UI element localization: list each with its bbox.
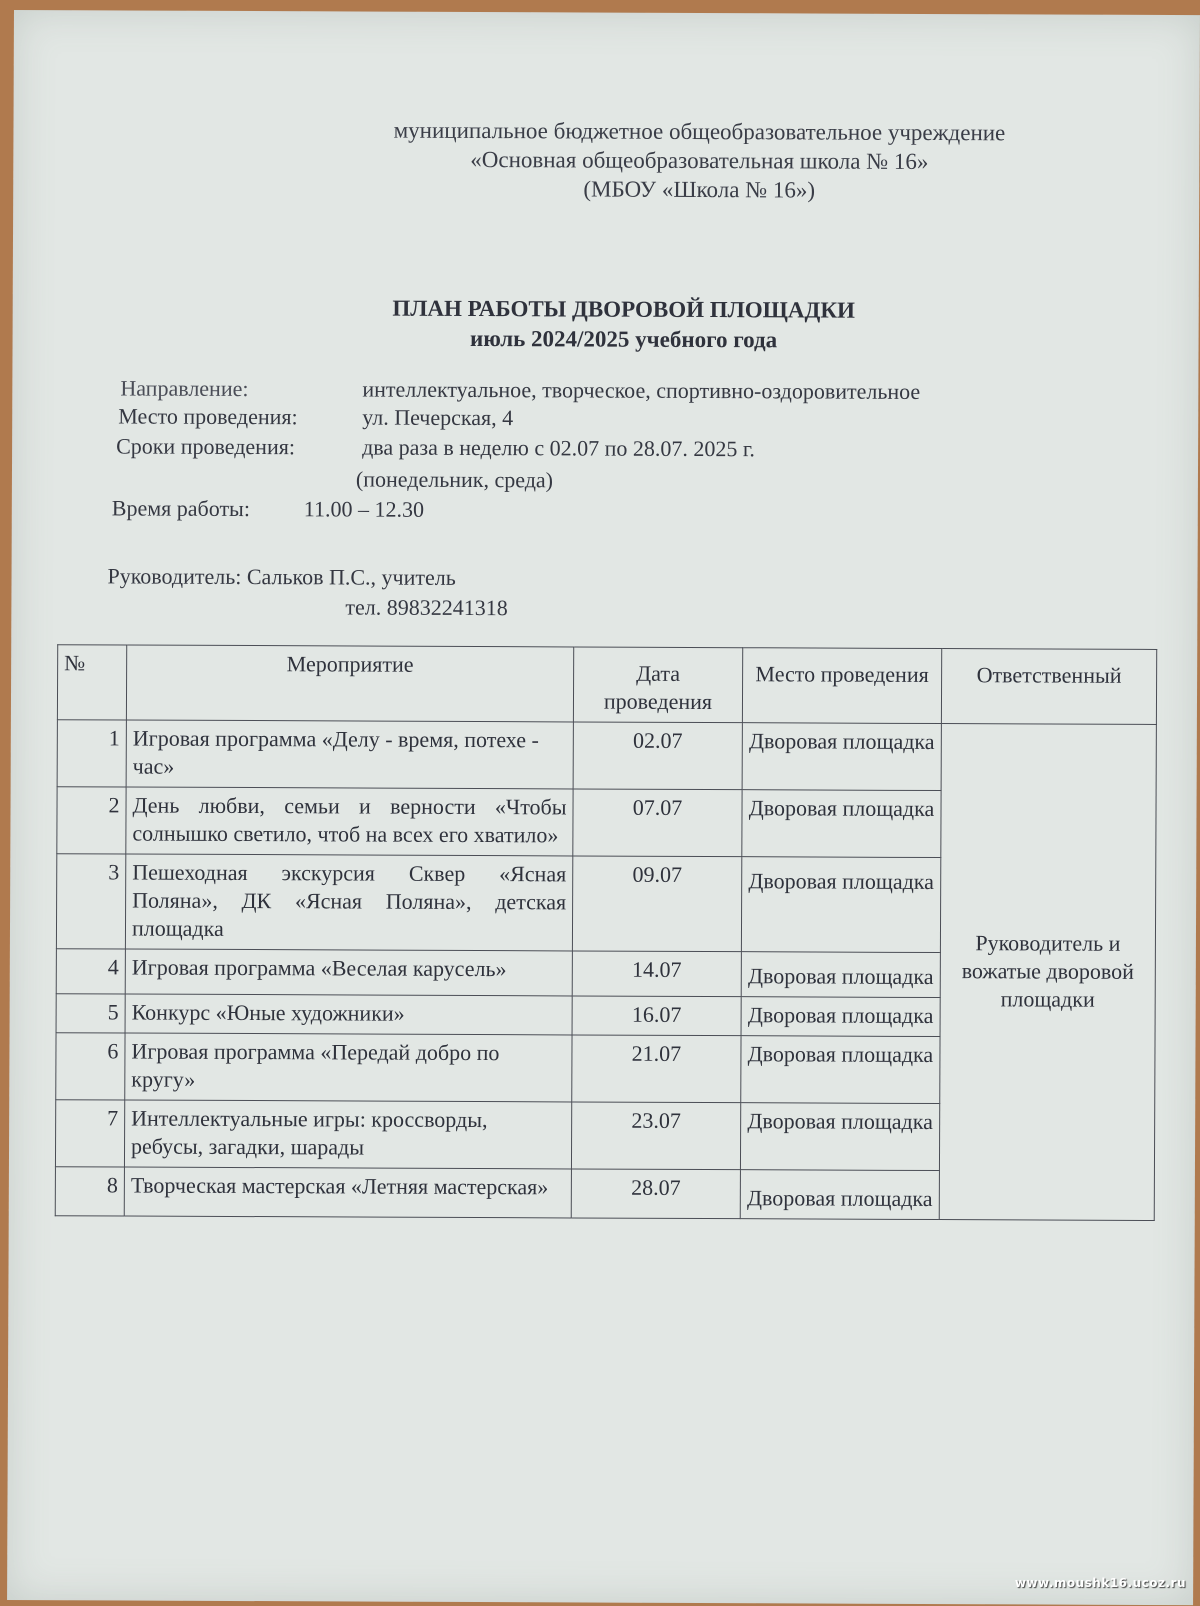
org-line-3: (МБОУ «Школа № 16») [583,176,816,203]
row-date: 02.07 [573,722,742,790]
terms-label: Сроки проведения: [116,433,296,460]
document-title [13,292,1200,357]
paper-sheet [7,10,1200,1605]
row-place: Дворовая площадка [741,952,940,998]
title-line-1: ПЛАН РАБОТЫ ДВОРОВОЙ ПЛОЩАДКИ [392,295,856,323]
terms-days: (понедельник, среда) [355,466,554,493]
row-date: 21.07 [572,1035,741,1103]
row-place: Дворовая площадка [740,1103,939,1171]
row-number: 2 [57,787,126,854]
place-label: Место проведения: [118,403,298,430]
col-responsible-header: Ответственный [941,649,1156,725]
row-number: 7 [55,1100,124,1167]
org-line-2: «Основная общеобразовательная школа № 16» [470,146,929,174]
row-date: 28.07 [571,1169,740,1219]
direction-row [120,374,248,403]
head-person: Руководитель: Сальков П.С., учитель [107,563,456,590]
row-place: Дворовая площадка [741,1036,940,1104]
row-number: 4 [56,949,125,994]
events-table [55,644,1157,1221]
table-header-row [57,645,1156,725]
col-place-header: Место проведения [742,648,941,724]
hours-value: 11.00 – 12.30 [303,496,425,522]
row-event: Игровая программа «Веселая карусель» [125,949,572,996]
place-value: ул. Печерская, 4 [362,404,514,431]
terms-value: два раза в неделю с 02.07 по 28.07. 2025 г. [362,434,756,462]
direction-value: интеллектуальное, творческое, спортивно-оздоровительное [362,376,921,404]
row-place: Дворовая площадка [742,790,941,858]
row-place: Дворовая площадка [742,723,941,791]
row-date: 09.07 [572,856,741,952]
row-event: Творческая мастерская «Летняя мастерская» [124,1167,571,1218]
row-event: Интеллектуальные игры: кроссворды, ребусы, загадки, шарады [124,1100,571,1169]
hours-label: Время работы: [111,495,251,522]
col-event-header: Мероприятие [126,645,573,722]
row-place: Дворовая площадка [740,1170,939,1220]
site-watermark: www.moushk16.ucoz.ru [1014,1576,1186,1590]
row-place: Дворовая площадка [741,857,940,953]
row-number: 1 [57,720,126,787]
org-line-1: муниципальное бюджетное общеобразовательное учреждение [393,117,1006,146]
row-date: 07.07 [573,789,742,857]
row-event: Игровая программа «Делу - время, потехе - час» [126,720,573,789]
row-event: Пешеходная экскурсия Сквер «Ясная Поляна», ДК «Ясная Поляна», детская площадка [125,854,572,951]
row-number: 5 [56,994,125,1033]
col-date-header: Дата проведения [573,647,742,723]
head-phone: тел. 89832241318 [345,594,508,621]
row-number: 6 [56,1033,125,1100]
row-date: 14.07 [572,951,741,997]
row-event: Игровая программа «Передай добро по кругу» [125,1033,572,1102]
row-number: 3 [56,854,125,949]
direction-label: Направление: [120,375,249,402]
row-place: Дворовая площадка [741,997,940,1037]
row-date: 16.07 [572,996,741,1036]
col-number-header: № [57,645,126,720]
row-number: 8 [55,1167,124,1216]
title-line-2: июль 2024/2025 учебного года [469,325,778,353]
table-row [57,720,1156,792]
row-date: 23.07 [571,1102,740,1170]
responsible-cell: Руководитель и вожатые дворовой площадки [939,724,1156,1221]
row-event: День любви, семьи и верности «Чтобы солнышко светило, чтоб на всех его хватило» [126,787,573,856]
organization-header [13,114,1200,207]
row-event: Конкурс «Юные художники» [125,994,572,1035]
